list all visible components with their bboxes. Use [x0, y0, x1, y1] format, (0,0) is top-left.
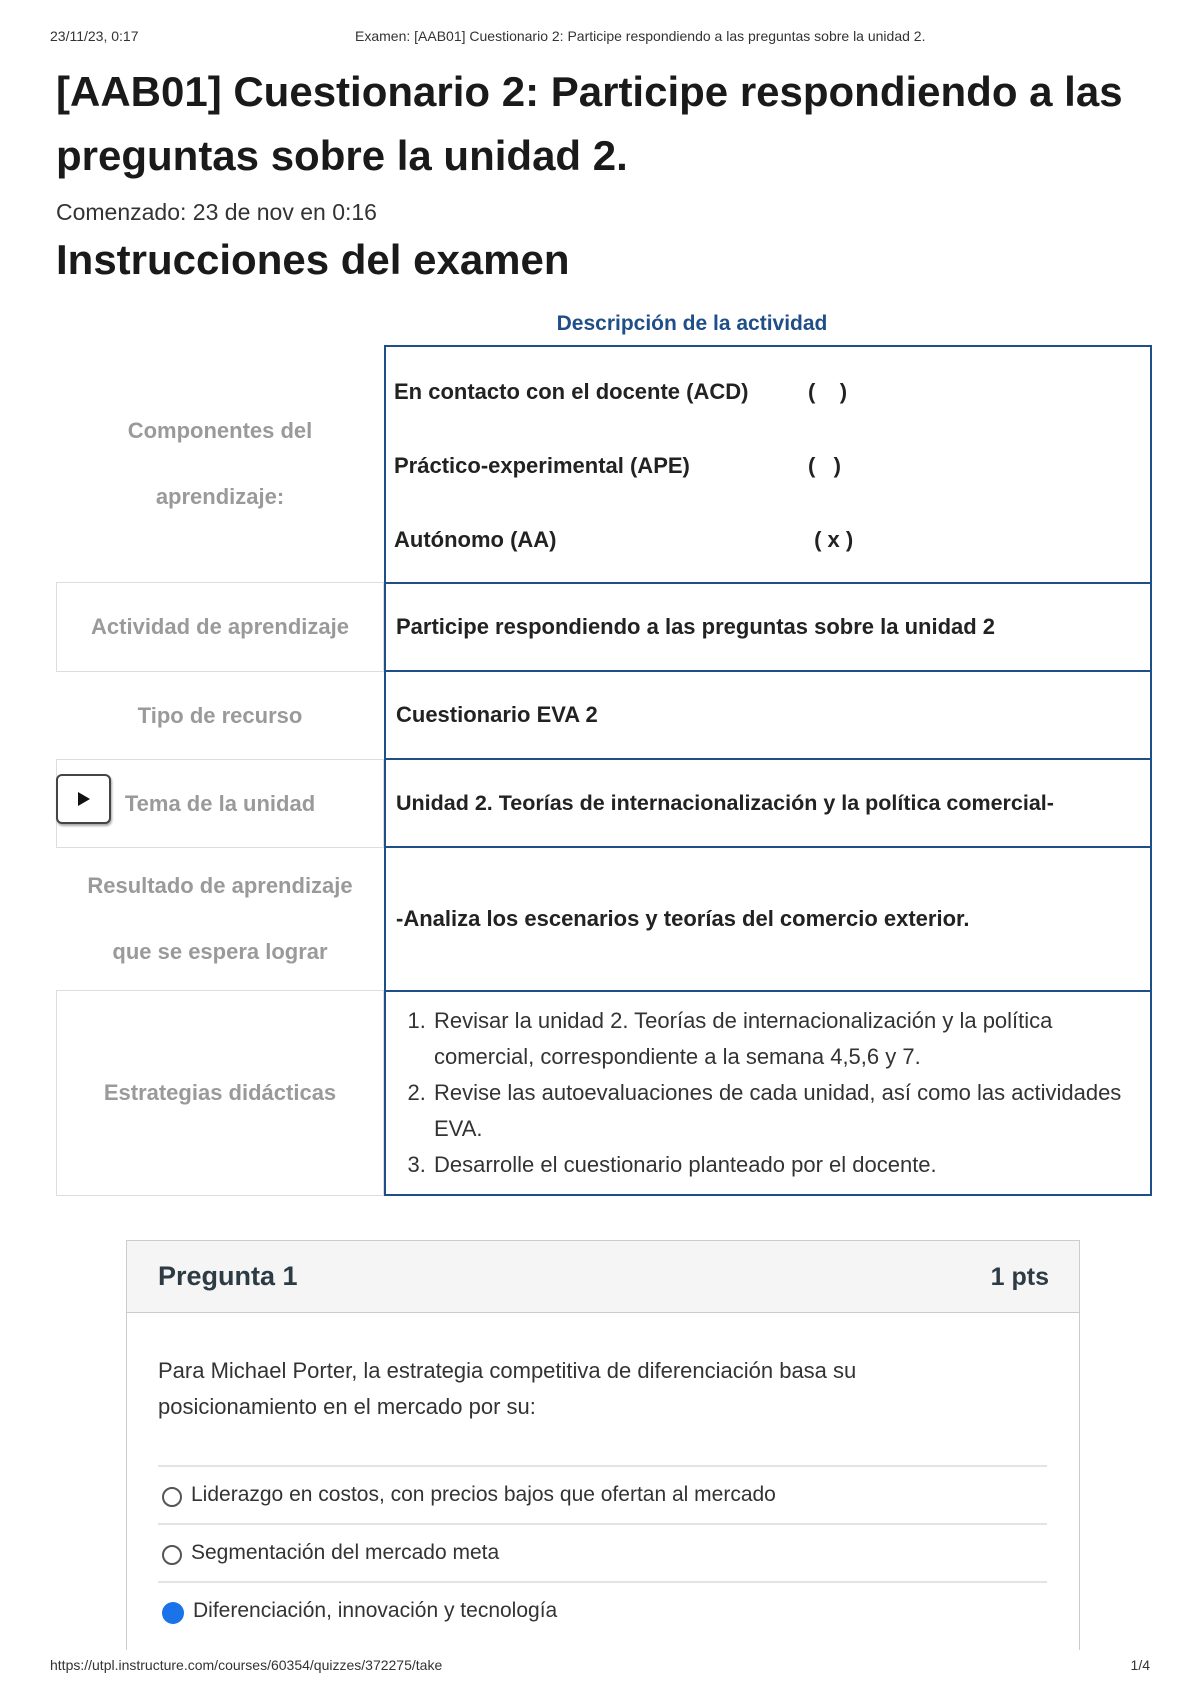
answer-option[interactable] [158, 1465, 1047, 1523]
resource-value-cell [384, 670, 1152, 760]
answer-list [158, 1465, 1047, 1639]
component-aa-label: Autónomo (AA) [394, 527, 557, 552]
strategy-item: 1. Revisar la unidad 2. Teorías de internacionalización y la política comercial, correspondiente a la semana 4,5,6 y 7. [432, 1003, 1146, 1075]
strategy-item: 3. Desarrolle el cuestionario planteado por el docente. [432, 1147, 1146, 1183]
components-label-cell [56, 345, 384, 583]
component-ape-label: Práctico-experimental (APE) [394, 453, 690, 478]
started-timestamp: Comenzado: 23 de nov en 0:16 [56, 199, 377, 225]
outcome-value-cell [384, 846, 1152, 992]
activity-value-cell [384, 582, 1152, 672]
component-acd [394, 379, 848, 405]
instructions-heading: Instrucciones del examen [56, 236, 570, 283]
print-page-number: 1/4 [1130, 1657, 1150, 1673]
print-date: 23/11/23, 0:17 [50, 28, 139, 44]
media-play-button[interactable] [56, 774, 111, 824]
component-aa [394, 527, 854, 553]
component-ape [394, 453, 841, 479]
resource-label-cell [56, 671, 384, 760]
component-acd-mark: ( ) [808, 379, 848, 404]
strategies-label: Estrategias didácticas [103, 1080, 337, 1105]
resource-value: Cuestionario EVA 2 [396, 702, 598, 727]
answer-label: Diferenciación, innovación y tecnología [193, 1599, 558, 1622]
activity-label: Actividad de aprendizaje [91, 614, 349, 639]
answer-option[interactable] [158, 1523, 1047, 1581]
activity-value: Participe respondiendo a las preguntas sobre la unidad 2 [396, 614, 996, 639]
topic-label: Tema de la unidad [124, 790, 316, 816]
table-caption [384, 312, 1152, 336]
answer-label: Segmentación del mercado meta [191, 1541, 500, 1564]
question-text: Para Michael Porter, la estrategia competitiva de diferenciación basa su posicionamiento en el mercado por su: [158, 1358, 857, 1419]
component-ape-mark: ( ) [808, 453, 841, 478]
resource-label: Tipo de recurso [137, 702, 303, 728]
radio-button[interactable] [162, 1545, 182, 1565]
question-card [126, 1240, 1080, 1650]
answer-label: Liderazgo en costos, con precios bajos que ofertan al mercado [191, 1483, 776, 1506]
components-label: Componentes del aprendizaje: [127, 418, 313, 509]
topic-value-cell [384, 758, 1152, 848]
outcome-label: Resultado de aprendizaje que se espera lograr [87, 873, 353, 964]
question-title: Pregunta 1 [158, 1261, 298, 1291]
component-acd-label: En contacto con el docente (ACD) [394, 379, 749, 404]
outcome-value: -Analiza los escenarios y teorías del comercio exterior. [396, 906, 970, 931]
page-title: [AAB01] Cuestionario 2: Participe respondiendo a las preguntas sobre la unidad 2. [56, 68, 1123, 179]
question-points: 1 pts [990, 1263, 1049, 1291]
table-caption-text: Descripción de la actividad [556, 312, 828, 335]
question-header [127, 1241, 1079, 1313]
activity-label-cell [56, 582, 384, 672]
strategies-list [406, 1003, 1146, 1183]
strategy-item: 2. Revise las autoevaluaciones de cada unidad, así como las actividades EVA. [432, 1075, 1146, 1147]
answer-option[interactable] [158, 1581, 1047, 1639]
print-header [50, 28, 1150, 48]
outcome-label-cell [56, 847, 384, 991]
print-doc-title: Examen: [AAB01] Cuestionario 2: Participe respondiendo a las preguntas sobre la unidad 2. [355, 28, 926, 44]
topic-value: Unidad 2. Teorías de internacionalización y la política comercial- [396, 790, 1054, 815]
component-aa-mark: ( x ) [808, 527, 854, 552]
print-url: https://utpl.instructure.com/courses/60354/quizzes/372275/take [50, 1657, 443, 1673]
radio-button[interactable] [162, 1602, 184, 1624]
strategies-label-cell [56, 990, 384, 1196]
radio-button[interactable] [162, 1487, 182, 1507]
play-icon [77, 791, 91, 807]
